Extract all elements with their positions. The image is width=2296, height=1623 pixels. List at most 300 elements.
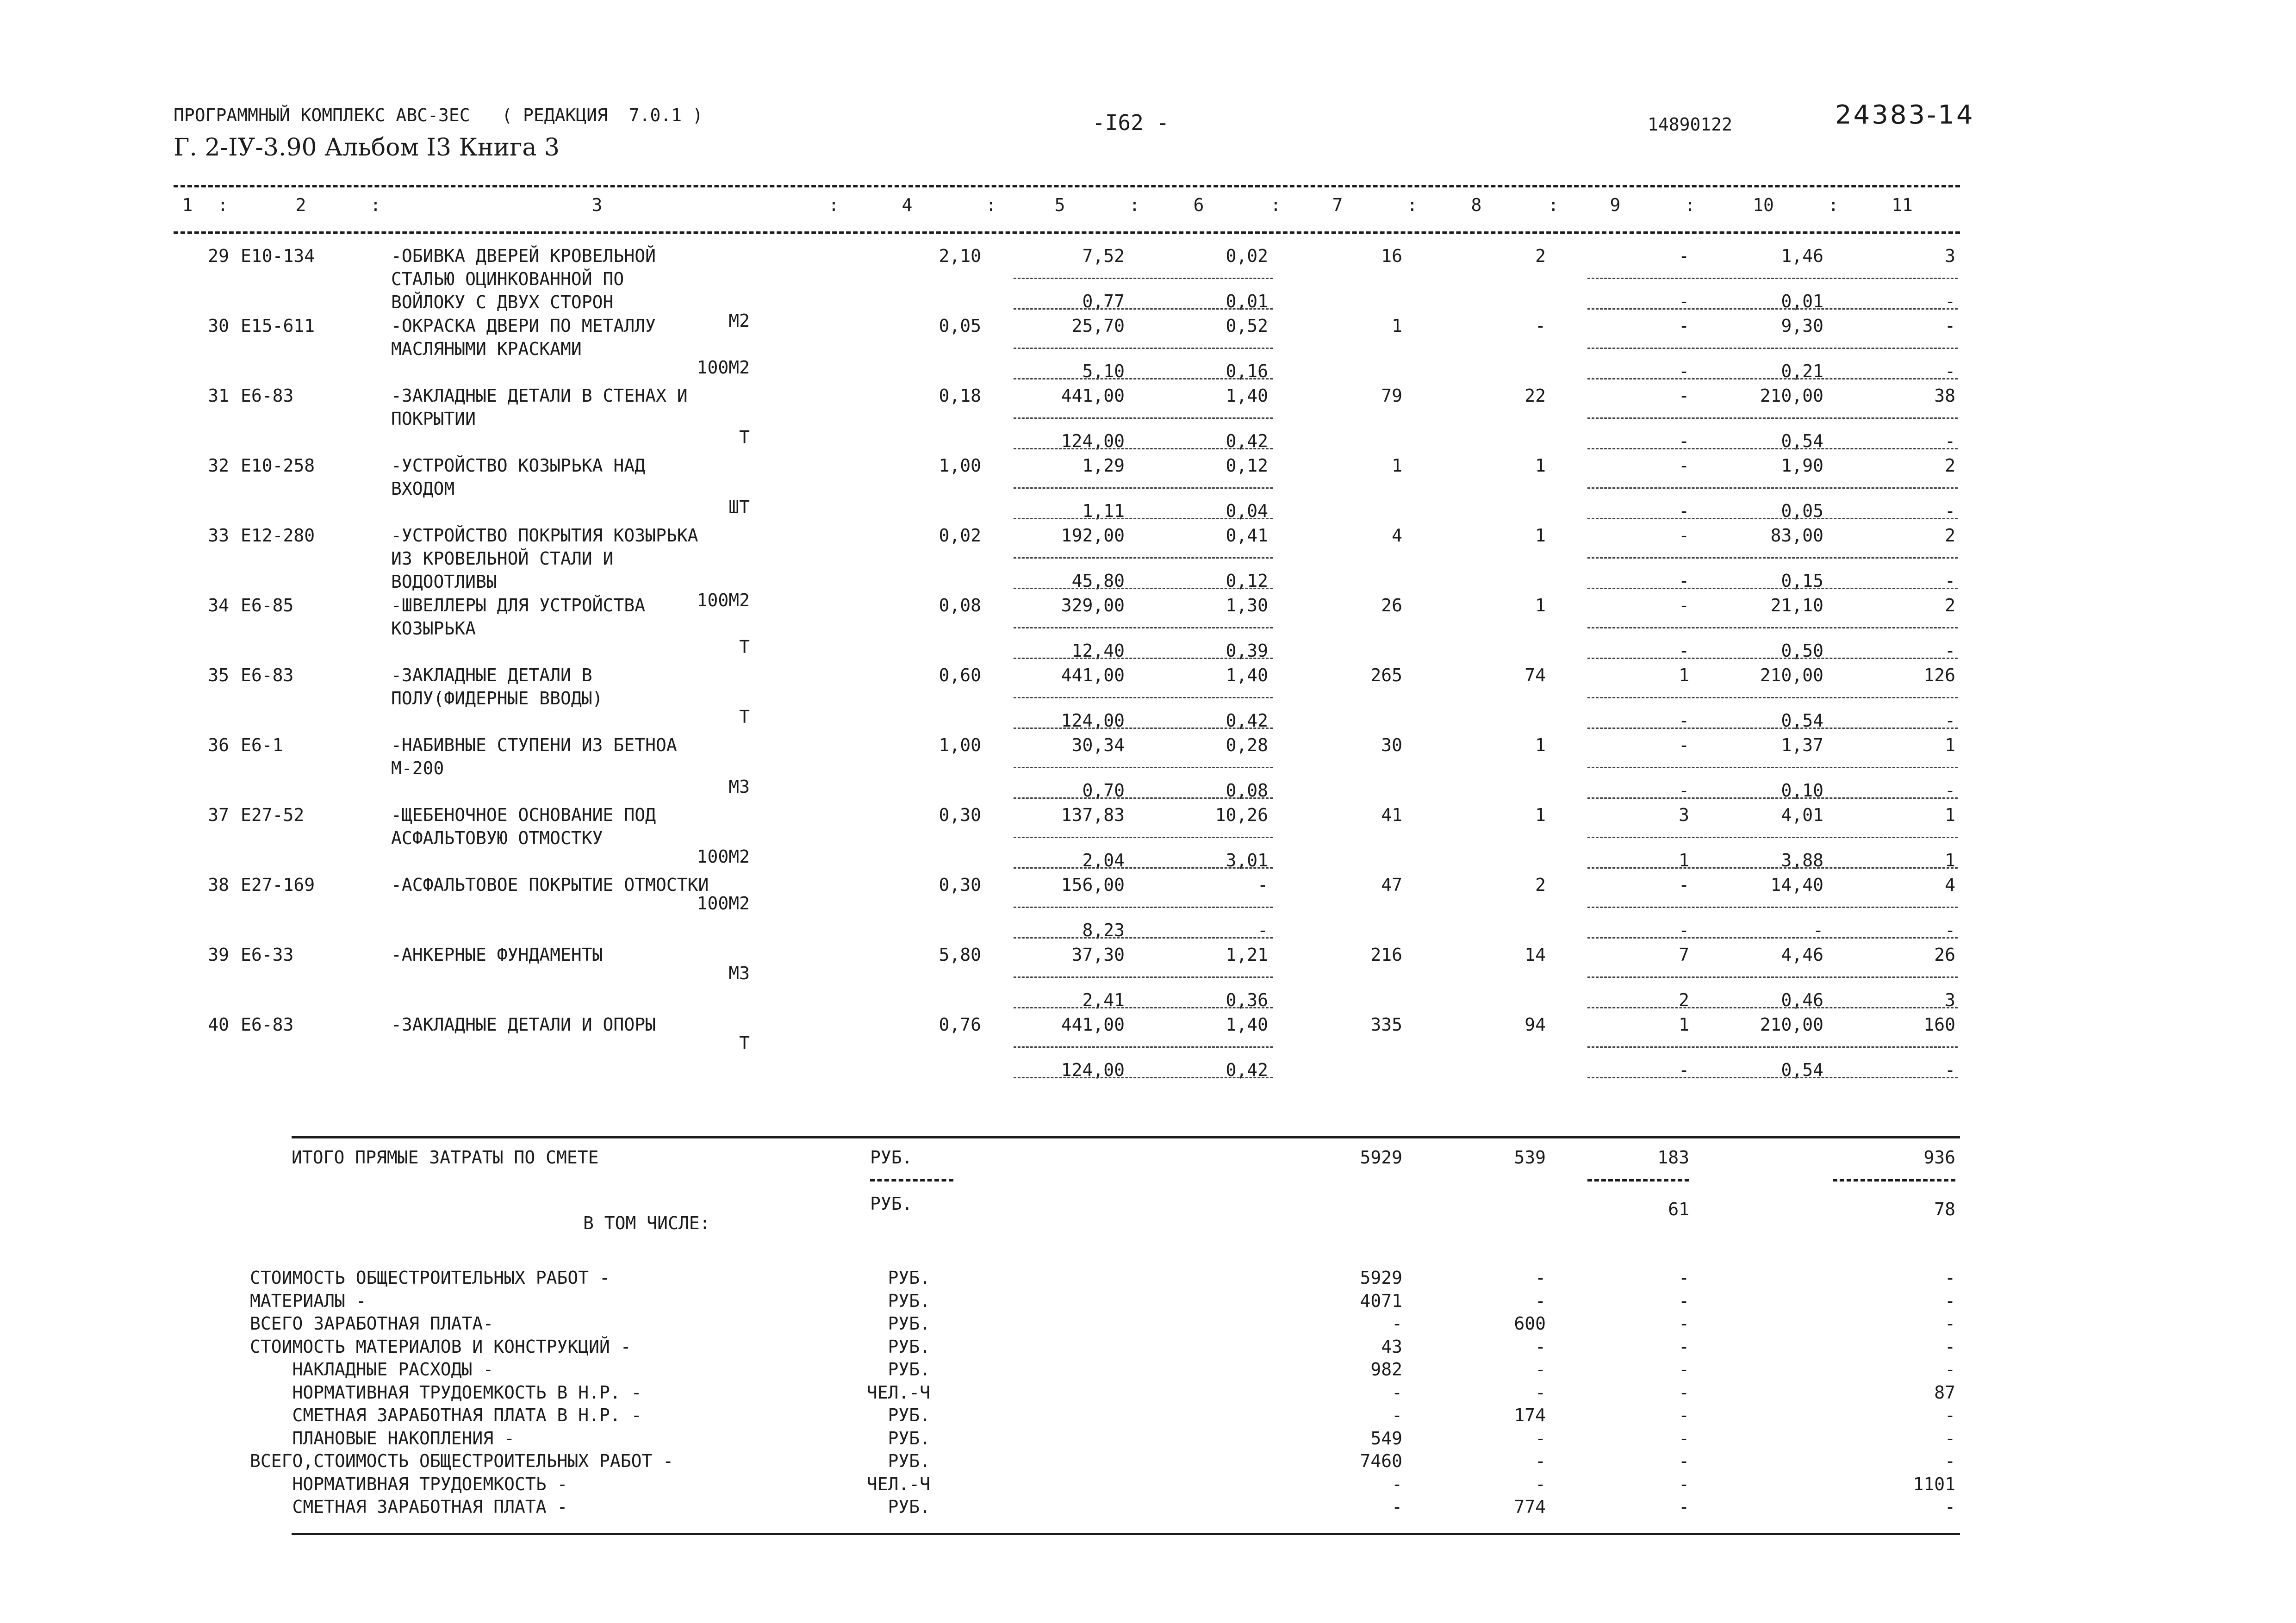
- row-unit: 100М2: [697, 590, 750, 610]
- cell-c7: 216: [1370, 945, 1402, 965]
- row-code: Е6-1: [241, 735, 283, 755]
- totals-label: ИТОГО ПРЯМЫЕ ЗАТРАТЫ ПО СМЕТЕ: [292, 1147, 599, 1168]
- cell-c9-bottom: -: [1679, 920, 1689, 940]
- cell-c10-bottom: -: [1813, 920, 1823, 940]
- totals-c9-b: 61: [1668, 1199, 1689, 1219]
- row-description: -УСТРОЙСТВО КОЗЫРЬКА НАД: [391, 455, 646, 476]
- summary-unit: РУБ.: [888, 1405, 930, 1425]
- summary-c8: -: [1535, 1428, 1546, 1449]
- cell-c10-top: 21,10: [1770, 595, 1823, 616]
- row-number: 39: [208, 945, 229, 965]
- summary-label: ПЛАНОВЫЕ НАКОПЛЕНИЯ -: [250, 1428, 515, 1449]
- cell-c8: 22: [1524, 386, 1546, 406]
- cell-c9-top: -: [1679, 386, 1689, 406]
- summary-c9: -: [1679, 1336, 1689, 1357]
- cell-c9-top: 1: [1679, 665, 1689, 685]
- cell-c10-top: 4,01: [1781, 805, 1823, 825]
- cell-rule: [1587, 627, 1958, 628]
- table-top-rule: [174, 185, 1960, 187]
- totals-subrule: [870, 1179, 953, 1181]
- column-header-cell: 8: [1471, 195, 1482, 215]
- cell-c8: 2: [1535, 875, 1546, 895]
- column-header-cell: 3: [591, 195, 603, 215]
- cell-rule: [1587, 417, 1958, 419]
- cell-c9-bottom: 1: [1679, 850, 1689, 871]
- summary-label: НАКЛАДНЫЕ РАСХОДЫ -: [250, 1359, 494, 1380]
- row-code: Е6-83: [241, 665, 294, 685]
- row-description: ВХОДОМ: [391, 479, 455, 499]
- summary-c7: -: [1392, 1474, 1402, 1494]
- cell-c5-top: 7,52: [1082, 246, 1125, 266]
- row-description: ВОДООТЛИВЫ: [391, 572, 497, 592]
- cell-c10-bottom: 3,88: [1781, 850, 1823, 871]
- cell-c11-top: 1: [1945, 735, 1955, 755]
- cell-c7: 4: [1392, 525, 1402, 546]
- row-quantity: 5,80: [939, 945, 981, 965]
- row-description: -ОБИВКА ДВЕРЕЙ КРОВЕЛЬНОЙ: [391, 246, 656, 266]
- cell-c9-bottom: -: [1679, 710, 1689, 731]
- row-rule: [1587, 448, 1958, 449]
- row-rule: [1587, 728, 1958, 729]
- cell-c10-top: 210,00: [1760, 1014, 1823, 1035]
- cell-c5-bottom: 5,10: [1082, 361, 1125, 381]
- summary-c11: -: [1945, 1268, 1955, 1288]
- cell-c8: -: [1535, 316, 1546, 336]
- column-separator: :: [1828, 195, 1839, 215]
- cell-c11-bottom: -: [1945, 571, 1955, 591]
- cell-rule: [1587, 907, 1958, 908]
- totals-c9: 183: [1657, 1147, 1689, 1168]
- cell-c10-bottom: 0,10: [1781, 780, 1823, 801]
- row-description: АСФАЛЬТОВУЮ ОТМОСТКУ: [391, 828, 603, 848]
- summary-c9: -: [1679, 1497, 1689, 1517]
- summary-c8: -: [1535, 1336, 1546, 1357]
- summary-c11: 1101: [1913, 1474, 1955, 1494]
- row-rule: [1014, 1077, 1273, 1078]
- cell-c11-bottom: -: [1945, 291, 1955, 311]
- cell-c11-bottom: -: [1945, 361, 1955, 381]
- column-separator: :: [1407, 195, 1418, 215]
- cell-c7: 1: [1392, 316, 1402, 336]
- cell-c8: 1: [1535, 805, 1546, 825]
- summary-label: МАТЕРИАЛЫ -: [250, 1290, 367, 1311]
- cell-c5-bottom: 0,70: [1082, 780, 1125, 801]
- summary-c11: -: [1945, 1451, 1955, 1471]
- cell-c5-top: 30,34: [1071, 735, 1125, 755]
- summary-c7: 4071: [1360, 1290, 1402, 1311]
- summary-unit: РУБ.: [888, 1268, 930, 1288]
- cell-c10-bottom: 0,54: [1781, 1060, 1823, 1080]
- summary-c9: -: [1679, 1428, 1689, 1449]
- cell-rule: [1014, 976, 1273, 978]
- row-description: ИЗ КРОВЕЛЬНОЙ СТАЛИ И: [391, 548, 614, 569]
- row-number: 36: [208, 735, 229, 755]
- summary-unit: РУБ.: [888, 1290, 930, 1311]
- cell-c9-bottom: -: [1679, 291, 1689, 311]
- summary-c7: 5929: [1360, 1268, 1402, 1288]
- cell-c6-top: 1,21: [1226, 945, 1268, 965]
- summary-unit: РУБ.: [888, 1359, 930, 1380]
- row-description: -ЩЕБЕНОЧНОЕ ОСНОВАНИЕ ПОД: [391, 805, 656, 825]
- cell-rule: [1587, 348, 1958, 349]
- cell-c5-bottom: 45,80: [1071, 571, 1125, 591]
- cell-c10-bottom: 0,15: [1781, 571, 1823, 591]
- row-code: Е10-258: [241, 455, 315, 476]
- column-header-cell: 5: [1054, 195, 1065, 215]
- row-quantity: 0,18: [939, 386, 981, 406]
- summary-c8: -: [1535, 1290, 1546, 1311]
- cell-c8: 74: [1524, 665, 1546, 685]
- cell-c5-top: 441,00: [1061, 665, 1125, 685]
- totals-unit: РУБ.: [870, 1147, 913, 1168]
- summary-c11: -: [1945, 1313, 1955, 1334]
- cell-c10-bottom: 0,01: [1781, 291, 1823, 311]
- cell-c11-top: 2: [1945, 455, 1955, 476]
- cell-c10-bottom: 0,46: [1781, 990, 1823, 1010]
- row-quantity: 0,02: [939, 525, 981, 546]
- cell-c10-bottom: 0,50: [1781, 640, 1823, 661]
- cell-c7: 41: [1381, 805, 1402, 825]
- cell-c8: 94: [1524, 1014, 1546, 1035]
- totals-c7: 5929: [1360, 1147, 1402, 1168]
- cell-rule: [1587, 697, 1958, 698]
- cell-c5-bottom: 8,23: [1082, 920, 1125, 940]
- cell-c5-top: 441,00: [1061, 386, 1125, 406]
- cell-c10-bottom: 0,21: [1781, 361, 1823, 381]
- cell-c6-bottom: 0,04: [1226, 501, 1268, 521]
- cell-c5-top: 137,83: [1061, 805, 1125, 825]
- row-rule: [1587, 308, 1958, 310]
- summary-c11: -: [1945, 1290, 1955, 1311]
- cell-rule: [1014, 627, 1273, 628]
- row-quantity: 0,30: [939, 805, 981, 825]
- cell-c6-top: -: [1257, 875, 1268, 895]
- summary-c7: -: [1392, 1497, 1402, 1517]
- row-quantity: 1,00: [939, 455, 981, 476]
- cell-rule: [1587, 976, 1958, 978]
- row-unit: 100М2: [697, 893, 750, 914]
- summary-c9: -: [1679, 1290, 1689, 1311]
- cell-rule: [1014, 417, 1273, 419]
- cell-c11-top: 38: [1934, 386, 1955, 406]
- cell-c6-top: 0,41: [1226, 525, 1268, 546]
- document-number: 24383-14: [1835, 100, 1975, 130]
- summary-c8: -: [1535, 1268, 1546, 1288]
- cell-rule: [1014, 278, 1273, 279]
- summary-c9: -: [1679, 1359, 1689, 1380]
- row-rule: [1014, 588, 1273, 589]
- totals-c8: 539: [1514, 1147, 1546, 1168]
- row-quantity: 0,05: [939, 316, 981, 336]
- column-separator: :: [828, 195, 839, 215]
- row-description: -ЗАКЛАДНЫЕ ДЕТАЛИ И ОПОРЫ: [391, 1014, 656, 1035]
- cell-c8: 1: [1535, 455, 1546, 476]
- row-unit: 100М2: [697, 357, 750, 378]
- cell-c8: 1: [1535, 595, 1546, 616]
- row-description: ПОКРЫТИИ: [391, 409, 476, 429]
- row-code: Е10-134: [241, 246, 315, 266]
- row-rule: [1587, 588, 1958, 589]
- summary-c8: -: [1535, 1382, 1546, 1403]
- summary-label: СМЕТНАЯ ЗАРАБОТНАЯ ПЛАТА -: [250, 1497, 568, 1517]
- row-unit: М3: [728, 963, 750, 983]
- row-code: Е6-83: [241, 386, 294, 406]
- summary-unit: РУБ.: [888, 1451, 930, 1471]
- row-description: -УСТРОЙСТВО ПОКРЫТИЯ КОЗЫРЬКА: [391, 525, 698, 546]
- cell-c6-top: 10,26: [1215, 805, 1268, 825]
- cell-c11-bottom: -: [1945, 501, 1955, 521]
- row-description: МАСЛЯНЫМИ КРАСКАМИ: [391, 339, 582, 359]
- cell-c6-bottom: 0,42: [1226, 710, 1268, 731]
- column-separator: :: [1548, 195, 1559, 215]
- summary-label: СТОИМОСТЬ ОБЩЕСТРОИТЕЛЬНЫХ РАБОТ -: [250, 1268, 610, 1288]
- row-number: 30: [208, 316, 229, 336]
- column-separator: :: [1129, 195, 1140, 215]
- summary-unit: РУБ.: [888, 1497, 930, 1517]
- header-bottom-rule: [174, 231, 1960, 234]
- cell-c7: 26: [1381, 595, 1402, 616]
- cell-c7: 79: [1381, 386, 1402, 406]
- cell-rule: [1587, 487, 1958, 489]
- row-rule: [1014, 308, 1273, 310]
- summary-label: ВСЕГО,СТОИМОСТЬ ОБЩЕСТРОИТЕЛЬНЫХ РАБОТ -: [250, 1451, 674, 1471]
- cell-c11-bottom: -: [1945, 640, 1955, 661]
- cell-rule: [1587, 767, 1958, 768]
- cell-c7: 47: [1381, 875, 1402, 895]
- cell-c7: 335: [1370, 1014, 1402, 1035]
- row-unit: М3: [728, 777, 750, 797]
- column-separator: :: [370, 195, 381, 215]
- row-rule: [1014, 658, 1273, 659]
- cell-c5-bottom: 124,00: [1061, 1060, 1125, 1080]
- row-unit: Т: [739, 1033, 750, 1053]
- cell-c8: 1: [1535, 525, 1546, 546]
- cell-c11-top: 2: [1945, 525, 1955, 546]
- row-number: 31: [208, 386, 229, 406]
- column-header-cell: 6: [1193, 195, 1204, 215]
- cell-c6-top: 0,52: [1226, 316, 1268, 336]
- row-rule: [1014, 1007, 1273, 1008]
- cell-c6-bottom: 0,39: [1226, 640, 1268, 661]
- row-description: М-200: [391, 758, 444, 778]
- row-rule: [1014, 797, 1273, 799]
- totals-c11: 936: [1923, 1147, 1955, 1168]
- row-quantity: 0,08: [939, 595, 981, 616]
- row-rule: [1014, 378, 1273, 379]
- cell-c11-bottom: -: [1945, 710, 1955, 731]
- cell-c11-bottom: -: [1945, 920, 1955, 940]
- cell-c6-bottom: 0,36: [1226, 990, 1268, 1010]
- cell-rule: [1014, 907, 1273, 908]
- row-rule: [1587, 937, 1958, 939]
- cell-c9-top: -: [1679, 525, 1689, 546]
- cell-c9-top: -: [1679, 595, 1689, 616]
- summary-unit: РУБ.: [888, 1336, 930, 1357]
- summary-c11: -: [1945, 1405, 1955, 1425]
- row-description: -АСФАЛЬТОВОЕ ПОКРЫТИЕ ОТМОСТКИ: [391, 875, 709, 895]
- totals-unit-2: РУБ.: [870, 1194, 913, 1214]
- summary-c7: -: [1392, 1382, 1402, 1403]
- totals-c11-b: 78: [1934, 1199, 1955, 1219]
- column-header-cell: 11: [1892, 195, 1913, 215]
- cell-c11-top: 2: [1945, 595, 1955, 616]
- cell-c10-top: 4,46: [1781, 945, 1823, 965]
- cell-c10-bottom: 0,54: [1781, 431, 1823, 451]
- summary-c8: -: [1535, 1474, 1546, 1494]
- cell-c10-top: 1,37: [1781, 735, 1823, 755]
- row-code: Е27-169: [241, 875, 315, 895]
- row-code: Е6-33: [241, 945, 294, 965]
- bottom-rule: [292, 1533, 1960, 1535]
- summary-c7: 7460: [1360, 1451, 1402, 1471]
- row-rule: [1587, 518, 1958, 519]
- cell-c7: 16: [1381, 246, 1402, 266]
- cell-c5-top: 441,00: [1061, 1014, 1125, 1035]
- summary-c9: -: [1679, 1451, 1689, 1471]
- summary-c8: 174: [1514, 1405, 1546, 1425]
- summary-c8: 600: [1514, 1313, 1546, 1334]
- row-description: СТАЛЬЮ ОЦИНКОВАННОЙ ПО: [391, 269, 624, 289]
- cell-c10-top: 1,90: [1781, 455, 1823, 476]
- cell-c9-bottom: -: [1679, 361, 1689, 381]
- row-description: -АНКЕРНЫЕ ФУНДАМЕНТЫ: [391, 945, 603, 965]
- row-code: Е6-85: [241, 595, 294, 616]
- cell-c9-bottom: -: [1679, 1060, 1689, 1080]
- cell-c5-top: 1,29: [1082, 455, 1125, 476]
- summary-label: ВСЕГО ЗАРАБОТНАЯ ПЛАТА-: [250, 1313, 494, 1334]
- summary-c9: -: [1679, 1474, 1689, 1494]
- summary-c11: -: [1945, 1428, 1955, 1449]
- cell-c6-bottom: -: [1257, 920, 1268, 940]
- column-header-cell: 7: [1332, 195, 1343, 215]
- totals-rule: [292, 1136, 1960, 1138]
- cell-c10-top: 1,46: [1781, 246, 1823, 266]
- row-rule: [1587, 797, 1958, 799]
- cell-c6-bottom: 0,16: [1226, 361, 1268, 381]
- summary-unit: РУБ.: [888, 1428, 930, 1449]
- summary-unit: ЧЕЛ.-Ч: [866, 1474, 930, 1494]
- cell-c5-top: 37,30: [1071, 945, 1125, 965]
- cell-c9-bottom: -: [1679, 431, 1689, 451]
- row-number: 40: [208, 1014, 229, 1035]
- summary-c11: -: [1945, 1359, 1955, 1380]
- cell-rule: [1014, 348, 1273, 349]
- cell-c5-bottom: 12,40: [1071, 640, 1125, 661]
- cell-c11-bottom: 3: [1945, 990, 1955, 1010]
- cell-c7: 30: [1381, 735, 1402, 755]
- row-rule: [1014, 867, 1273, 869]
- cell-c5-bottom: 124,00: [1061, 710, 1125, 731]
- cell-c6-top: 1,40: [1226, 386, 1268, 406]
- cell-c11-top: 26: [1934, 945, 1955, 965]
- row-rule: [1014, 728, 1273, 729]
- cell-c9-bottom: -: [1679, 501, 1689, 521]
- row-rule: [1014, 937, 1273, 939]
- row-code: Е6-83: [241, 1014, 294, 1035]
- cell-c9-bottom: -: [1679, 780, 1689, 801]
- row-rule: [1014, 448, 1273, 449]
- cell-rule: [1587, 837, 1958, 838]
- row-unit: ШТ: [728, 497, 750, 517]
- row-code: Е12-280: [241, 525, 315, 546]
- row-code: Е15-611: [241, 316, 315, 336]
- summary-c7: 43: [1381, 1336, 1402, 1357]
- column-header-cell: 2: [295, 195, 306, 215]
- cell-c10-top: 9,30: [1781, 316, 1823, 336]
- cell-c5-bottom: 2,04: [1082, 850, 1125, 871]
- cell-c11-top: -: [1945, 316, 1955, 336]
- column-header-cell: 10: [1753, 195, 1774, 215]
- cell-c5-top: 156,00: [1061, 875, 1125, 895]
- cell-c5-top: 192,00: [1061, 525, 1125, 546]
- row-description: -ШВЕЛЛЕРЫ ДЛЯ УСТРОЙСТВА: [391, 595, 646, 616]
- cell-c9-top: 3: [1679, 805, 1689, 825]
- cell-c7: 265: [1370, 665, 1402, 685]
- summary-c9: -: [1679, 1268, 1689, 1288]
- row-description: -ЗАКЛАДНЫЕ ДЕТАЛИ В: [391, 665, 592, 685]
- cell-c6-top: 0,12: [1226, 455, 1268, 476]
- cell-c10-top: 14,40: [1770, 875, 1823, 895]
- cell-rule: [1014, 557, 1273, 559]
- summary-c9: -: [1679, 1382, 1689, 1403]
- cell-c9-bottom: -: [1679, 571, 1689, 591]
- cell-c6-bottom: 0,01: [1226, 291, 1268, 311]
- summary-label: СМЕТНАЯ ЗАРАБОТНАЯ ПЛАТА В Н.Р. -: [250, 1405, 642, 1425]
- cell-rule: [1014, 697, 1273, 698]
- cell-rule: [1014, 837, 1273, 838]
- cell-c11-bottom: -: [1945, 1060, 1955, 1080]
- column-header-cell: 1: [182, 195, 193, 215]
- row-description: ВОЙЛОКУ С ДВУХ СТОРОН: [391, 292, 614, 312]
- summary-c11: -: [1945, 1336, 1955, 1357]
- cell-c9-bottom: -: [1679, 640, 1689, 661]
- row-number: 34: [208, 595, 229, 616]
- summary-unit: ЧЕЛ.-Ч: [866, 1382, 930, 1403]
- summary-c9: -: [1679, 1405, 1689, 1425]
- summary-c7: -: [1392, 1405, 1402, 1425]
- cell-c5-bottom: 1,11: [1082, 501, 1125, 521]
- column-header-cell: 4: [902, 195, 913, 215]
- cell-c6-bottom: 3,01: [1226, 850, 1268, 871]
- column-separator: :: [218, 195, 228, 215]
- row-description: -ОКРАСКА ДВЕРИ ПО МЕТАЛЛУ: [391, 316, 656, 336]
- row-number: 37: [208, 805, 229, 825]
- cell-c6-bottom: 0,08: [1226, 780, 1268, 801]
- album-subtitle: Г. 2-IУ-3.90 Альбом I3 Книга 3: [174, 134, 560, 162]
- summary-unit: РУБ.: [888, 1313, 930, 1334]
- column-separator: :: [986, 195, 996, 215]
- row-rule: [1587, 378, 1958, 379]
- cell-c6-bottom: 0,42: [1226, 431, 1268, 451]
- cell-c9-top: 7: [1679, 945, 1689, 965]
- cell-c6-top: 1,40: [1226, 665, 1268, 685]
- row-number: 33: [208, 525, 229, 546]
- totals-subrule: [1833, 1179, 1955, 1181]
- cell-c11-top: 4: [1945, 875, 1955, 895]
- row-quantity: 0,76: [939, 1014, 981, 1035]
- row-quantity: 0,30: [939, 875, 981, 895]
- cell-c6-top: 1,40: [1226, 1014, 1268, 1035]
- summary-c7: -: [1392, 1313, 1402, 1334]
- summary-c8: -: [1535, 1451, 1546, 1471]
- cell-c11-bottom: -: [1945, 780, 1955, 801]
- summary-c7: 549: [1370, 1428, 1402, 1449]
- row-rule: [1587, 867, 1958, 869]
- cell-c9-top: -: [1679, 735, 1689, 755]
- cell-c7: 1: [1392, 455, 1402, 476]
- cell-rule: [1587, 1046, 1958, 1048]
- cell-c10-top: 83,00: [1770, 525, 1823, 546]
